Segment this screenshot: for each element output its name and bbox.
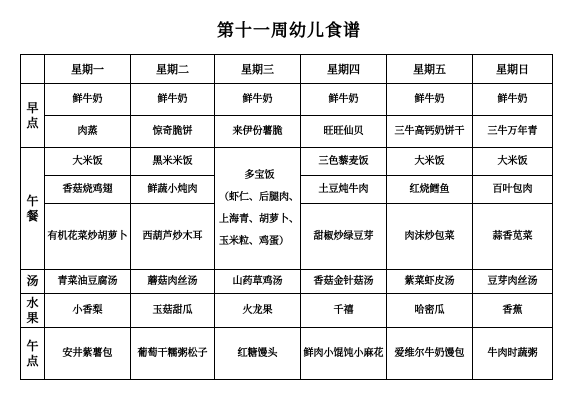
combo-rice-ingredients: （虾仁、后腿肉、上海青、胡萝卜、玉米粒、鸡蛋） <box>219 191 299 247</box>
menu-cell: 有机花菜炒胡萝卜 <box>45 204 131 270</box>
menu-cell: 鲜牛奶 <box>131 84 215 116</box>
day-header: 星期二 <box>131 55 215 84</box>
menu-cell: 爱维尔牛奶馒包 <box>387 328 473 380</box>
menu-cell: 肉蒸 <box>45 116 131 148</box>
menu-cell: 大米饭 <box>387 148 473 176</box>
day-header: 星期日 <box>473 55 553 84</box>
category-lunch: 午餐 <box>21 148 45 270</box>
menu-cell: 千禧 <box>301 294 387 328</box>
menu-cell: 玉菇甜瓜 <box>131 294 215 328</box>
menu-cell: 山药草鸡汤 <box>215 270 301 294</box>
menu-cell: 鲜牛奶 <box>387 84 473 116</box>
snack-row <box>21 328 553 380</box>
menu-cell: 百叶包肉 <box>473 176 553 204</box>
page-title: 第十一周幼儿食谱 <box>217 21 361 41</box>
combo-rice-name: 多宝饭 <box>244 169 275 181</box>
category-soup: 汤 <box>21 270 45 294</box>
menu-cell: 三色藜麦饭 <box>301 148 387 176</box>
menu-cell: 甜椒炒绿豆芽 <box>301 204 387 270</box>
category-snack: 午点 <box>21 328 45 380</box>
menu-cell: 土豆炖牛肉 <box>301 176 387 204</box>
menu-cell: 香菇烧鸡翅 <box>45 176 131 204</box>
fruit-row <box>21 294 553 328</box>
menu-cell: 红烧鳕鱼 <box>387 176 473 204</box>
menu-cell: 肉沫炒包菜 <box>387 204 473 270</box>
menu-cell: 来伊份薯脆 <box>215 116 301 148</box>
menu-cell: 旺旺仙贝 <box>301 116 387 148</box>
combo-rice-cell <box>215 148 301 270</box>
menu-cell: 鲜牛奶 <box>45 84 131 116</box>
header-row <box>21 55 553 84</box>
menu-cell: 青菜油豆腐汤 <box>45 270 131 294</box>
menu-cell: 鲜牛奶 <box>473 84 553 116</box>
day-header: 星期一 <box>45 55 131 84</box>
corner-cell <box>21 55 45 84</box>
day-header: 星期三 <box>215 55 301 84</box>
menu-cell: 鲜牛奶 <box>215 84 301 116</box>
menu-cell: 哈密瓜 <box>387 294 473 328</box>
menu-cell: 惊奇脆饼 <box>131 116 215 148</box>
category-fruit: 水果 <box>21 294 45 328</box>
menu-cell: 大米饭 <box>45 148 131 176</box>
menu-cell: 豆芽肉丝汤 <box>473 270 553 294</box>
menu-cell: 葡萄干糯粥松子 <box>131 328 215 380</box>
menu-cell: 大米饭 <box>473 148 553 176</box>
category-breakfast: 早点 <box>21 84 45 148</box>
menu-cell: 香菇金针菇汤 <box>301 270 387 294</box>
menu-cell: 安井紫薯包 <box>45 328 131 380</box>
menu-cell: 蒜香苋菜 <box>473 204 553 270</box>
breakfast-row <box>21 116 553 148</box>
menu-cell: 黑米米饭 <box>131 148 215 176</box>
menu-cell: 鲜牛奶 <box>301 84 387 116</box>
day-header: 星期五 <box>387 55 473 84</box>
lunch-row <box>21 148 553 176</box>
breakfast-row <box>21 84 553 116</box>
menu-cell: 蘑菇肉丝汤 <box>131 270 215 294</box>
menu-cell: 香蕉 <box>473 294 553 328</box>
menu-cell: 鲜肉小馄饨小麻花 <box>301 328 387 380</box>
menu-cell: 小香梨 <box>45 294 131 328</box>
menu-cell: 三牛万年青 <box>473 116 553 148</box>
menu-table <box>20 54 553 380</box>
menu-cell: 三牛高钙奶饼干 <box>387 116 473 148</box>
soup-row <box>21 270 553 294</box>
menu-cell: 红糖馒头 <box>215 328 301 380</box>
day-header: 星期四 <box>301 55 387 84</box>
menu-cell: 鲜蔬小炖肉 <box>131 176 215 204</box>
menu-cell: 火龙果 <box>215 294 301 328</box>
menu-cell: 紫菜虾皮汤 <box>387 270 473 294</box>
menu-cell: 牛肉时蔬粥 <box>473 328 553 380</box>
menu-cell: 西葫芦炒木耳 <box>131 204 215 270</box>
